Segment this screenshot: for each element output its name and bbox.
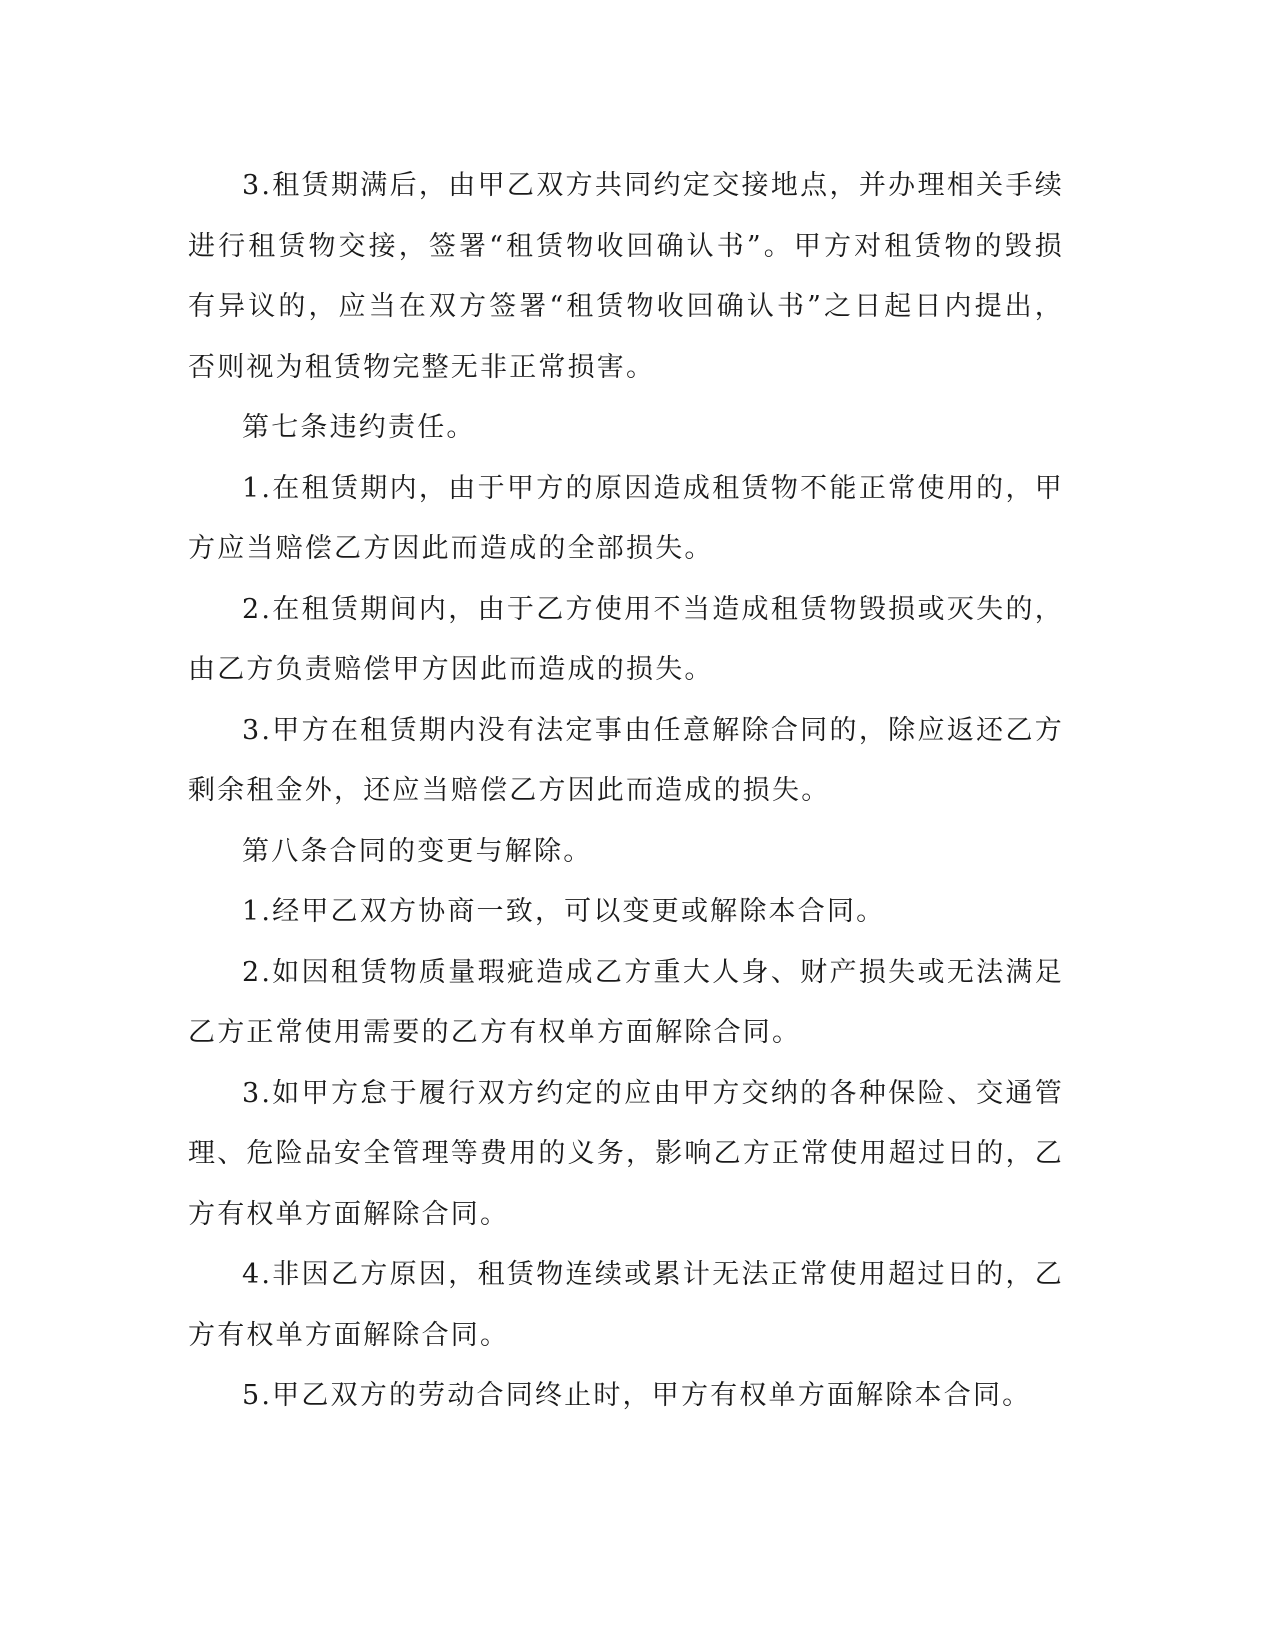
clause-paragraph: 4.非因乙方原因，租赁物连续或累计无法正常使用超过日的，乙方有权单方面解除合同。 bbox=[188, 1259, 1064, 1351]
clause-paragraph: 3.甲方在租赁期内没有法定事由任意解除合同的，除应返还乙方剩余租金外，还应当赔偿乙方因此而造成的损失。 bbox=[188, 714, 1064, 806]
clause-paragraph: 3.租赁期满后，由甲乙双方共同约定交接地点，并办理相关手续进行租赁物交接，签署“租赁物收回确认书”。甲方对租赁物的毁损有异议的，应当在双方签署“租赁物收回确认书”之日起日内提出，否则视为租赁物完整无非正常损害。 bbox=[188, 170, 1064, 383]
clause-paragraph: 2.在租赁期间内，由于乙方使用不当造成租赁物毁损或灭失的，由乙方负责赔偿甲方因此而造成的损失。 bbox=[188, 593, 1064, 685]
clause-paragraph: 1.在租赁期内，由于甲方的原因造成租赁物不能正常使用的，甲方应当赔偿乙方因此而造成的全部损失。 bbox=[188, 472, 1064, 564]
document-body bbox=[188, 156, 1064, 1427]
clause-paragraph: 1.经甲乙双方协商一致，可以变更或解除本合同。 bbox=[242, 896, 886, 927]
clause-paragraph: 3.如甲方怠于履行双方约定的应由甲方交纳的各种保险、交通管理、危险品安全管理等费用的义务，影响乙方正常使用超过日的，乙方有权单方面解除合同。 bbox=[188, 1077, 1064, 1230]
article-heading: 第八条合同的变更与解除。 bbox=[242, 835, 593, 867]
clause-paragraph: 2.如因租赁物质量瑕疵造成乙方重大人身、财产损失或无法满足乙方正常使用需要的乙方有权单方面解除合同。 bbox=[188, 956, 1064, 1048]
article-heading: 第七条违约责任。 bbox=[242, 412, 476, 443]
clause-paragraph: 5.甲乙双方的劳动合同终止时，甲方有权单方面解除本合同。 bbox=[242, 1380, 1032, 1411]
